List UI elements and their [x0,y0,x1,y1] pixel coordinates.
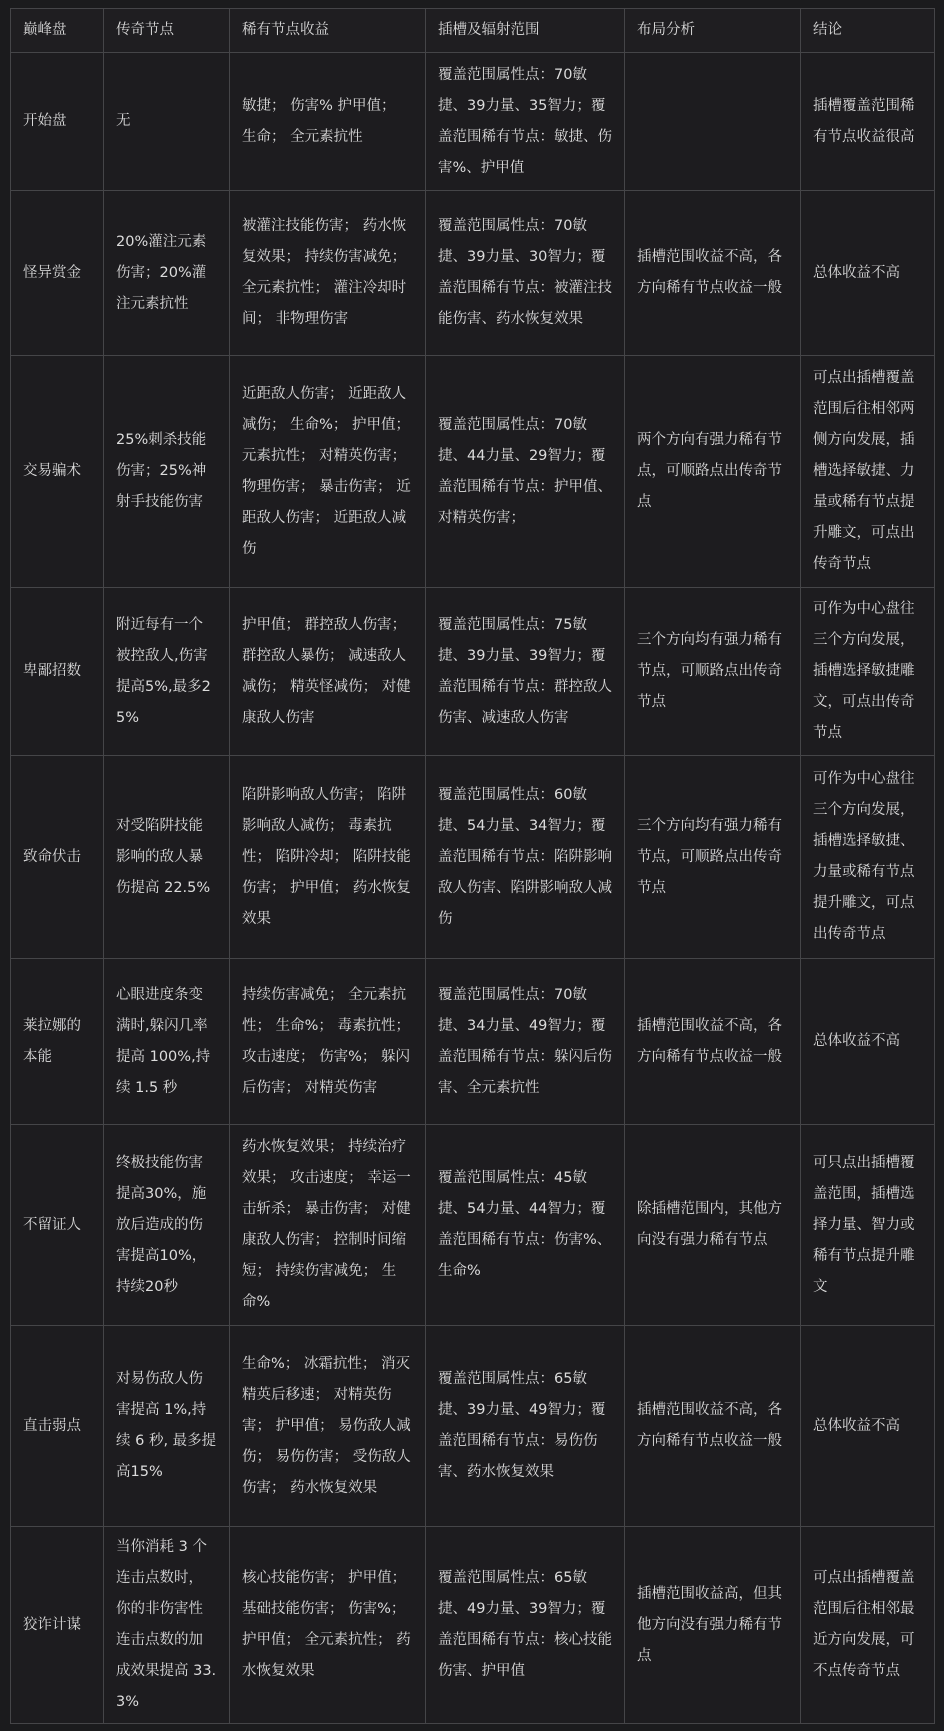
table-row [11,356,935,588]
table-row [11,756,935,959]
cell-conclusion: 可点出插槽覆盖范围后往相邻最近方向发展，可不点传奇节点 [801,1527,935,1724]
cell-layout-analysis [625,53,801,191]
paragon-board-table [10,8,935,1724]
cell-legendary-node: 附近每有一个被控敌人,伤害提高5%,最多25% [104,588,230,756]
cell-rare-node-benefit: 近距敌人伤害； 近距敌人减伤； 生命%； 护甲值； 元素抗性； 对精英伤害； 物理伤害； 暴击伤害； 近距敌人伤害； 近距敌人减伤 [230,356,426,588]
cell-legendary-node: 终极技能伤害提高30%，施放后造成的伤害提高10%，持续20秒 [104,1125,230,1326]
cell-rare-node-benefit: 护甲值； 群控敌人伤害； 群控敌人暴伤； 减速敌人减伤； 精英怪减伤； 对健康敌人伤害 [230,588,426,756]
cell-legendary-node: 25%刺杀技能伤害；25%神射手技能伤害 [104,356,230,588]
cell-board-name: 直击弱点 [11,1326,104,1527]
header-conclusion: 结论 [801,9,935,53]
table-row [11,53,935,191]
cell-conclusion: 总体收益不高 [801,1326,935,1527]
cell-legendary-node: 当你消耗 3 个连击点数时，你的非伤害性连击点数的加成效果提高 33. 3% [104,1527,230,1724]
cell-board-name: 致命伏击 [11,756,104,959]
cell-rare-node-benefit: 敏捷； 伤害% 护甲值； 生命； 全元素抗性 [230,53,426,191]
cell-rare-node-benefit: 持续伤害减免； 全元素抗性； 生命%； 毒素抗性； 攻击速度； 伤害%； 躲闪后伤害； 对精英伤害 [230,959,426,1125]
cell-layout-analysis: 除插槽范围内，其他方向没有强力稀有节点 [625,1125,801,1326]
cell-rare-node-benefit: 药水恢复效果； 持续治疗效果； 攻击速度； 幸运一击斩杀； 暴击伤害； 对健康敌人伤害； 控制时间缩短； 持续伤害减免； 生命% [230,1125,426,1326]
cell-layout-analysis: 插槽范围收益不高，各方向稀有节点收益一般 [625,959,801,1125]
table-row [11,1527,935,1724]
cell-board-name: 交易骗术 [11,356,104,588]
cell-socket-range: 覆盖范围属性点：70敏捷、44力量、29智力；覆盖范围稀有节点：护甲值、对精英伤害； [426,356,625,588]
cell-socket-range: 覆盖范围属性点：70敏捷、39力量、30智力；覆盖范围稀有节点：被灌注技能伤害、药水恢复效果 [426,191,625,356]
table-row [11,191,935,356]
cell-layout-analysis: 插槽范围收益不高，各方向稀有节点收益一般 [625,191,801,356]
table-row [11,1326,935,1527]
cell-layout-analysis: 三个方向均有强力稀有节点，可顺路点出传奇节点 [625,588,801,756]
cell-board-name: 开始盘 [11,53,104,191]
cell-conclusion: 可作为中心盘往三个方向发展，插槽选择敏捷、力量或稀有节点提升雕文，可点出传奇节点 [801,756,935,959]
cell-layout-analysis: 三个方向均有强力稀有节点，可顺路点出传奇节点 [625,756,801,959]
table-row [11,588,935,756]
header-board: 巅峰盘 [11,9,104,53]
cell-conclusion: 可作为中心盘往三个方向发展，插槽选择敏捷雕文，可点出传奇节点 [801,588,935,756]
cell-rare-node-benefit: 被灌注技能伤害； 药水恢复效果； 持续伤害减免； 全元素抗性； 灌注冷却时间； 非物理伤害 [230,191,426,356]
cell-legendary-node: 心眼进度条变满时,躲闪几率提高 100%,持续 1.5 秒 [104,959,230,1125]
cell-socket-range: 覆盖范围属性点：75敏捷、39力量、39智力；覆盖范围稀有节点：群控敌人伤害、减速敌人伤害 [426,588,625,756]
cell-socket-range: 覆盖范围属性点：70敏捷、39力量、35智力；覆盖范围稀有节点：敏捷、伤害%、护甲值 [426,53,625,191]
cell-legendary-node: 无 [104,53,230,191]
cell-layout-analysis: 插槽范围收益高，但其他方向没有强力稀有节点 [625,1527,801,1724]
header-row [11,9,935,53]
cell-layout-analysis: 插槽范围收益不高，各方向稀有节点收益一般 [625,1326,801,1527]
table-row [11,959,935,1125]
cell-socket-range: 覆盖范围属性点：60敏捷、54力量、34智力；覆盖范围稀有节点：陷阱影响敌人伤害、陷阱影响敌人减伤 [426,756,625,959]
cell-socket-range: 覆盖范围属性点：45敏捷、54力量、44智力；覆盖范围稀有节点：伤害%、生命% [426,1125,625,1326]
cell-legendary-node: 20%灌注元素伤害；20%灌注元素抗性 [104,191,230,356]
cell-socket-range: 覆盖范围属性点：65敏捷、49力量、39智力；覆盖范围稀有节点：核心技能伤害、护甲值 [426,1527,625,1724]
cell-board-name: 不留证人 [11,1125,104,1326]
table-row [11,1125,935,1326]
header-legendary-node: 传奇节点 [104,9,230,53]
header-socket-range: 插槽及辐射范围 [426,9,625,53]
cell-conclusion: 可点出插槽覆盖范围后往相邻两侧方向发展，插槽选择敏捷、力量或稀有节点提升雕文，可点出传奇节点 [801,356,935,588]
cell-legendary-node: 对受陷阱技能影响的敌人暴伤提高 22.5% [104,756,230,959]
cell-conclusion: 总体收益不高 [801,191,935,356]
cell-rare-node-benefit: 陷阱影响敌人伤害； 陷阱影响敌人减伤； 毒素抗性； 陷阱冷却； 陷阱技能伤害； 护甲值； 药水恢复效果 [230,756,426,959]
header-rare-node-benefit: 稀有节点收益 [230,9,426,53]
cell-board-name: 狡诈计谋 [11,1527,104,1724]
cell-conclusion: 插槽覆盖范围稀有节点收益很高 [801,53,935,191]
cell-conclusion: 总体收益不高 [801,959,935,1125]
cell-rare-node-benefit: 核心技能伤害； 护甲值； 基础技能伤害； 伤害%； 护甲值； 全元素抗性； 药水恢复效果 [230,1527,426,1724]
cell-layout-analysis: 两个方向有强力稀有节点，可顺路点出传奇节点 [625,356,801,588]
cell-board-name: 怪异赏金 [11,191,104,356]
cell-rare-node-benefit: 生命%； 冰霜抗性； 消灭精英后移速； 对精英伤害； 护甲值； 易伤敌人减伤； 易伤伤害； 受伤敌人伤害； 药水恢复效果 [230,1326,426,1527]
cell-socket-range: 覆盖范围属性点：65敏捷、39力量、49智力；覆盖范围稀有节点：易伤伤害、药水恢复效果 [426,1326,625,1527]
cell-board-name: 莱拉娜的本能 [11,959,104,1125]
header-layout-analysis: 布局分析 [625,9,801,53]
cell-legendary-node: 对易伤敌人伤害提高 1%,持续 6 秒, 最多提高15% [104,1326,230,1527]
cell-conclusion: 可只点出插槽覆盖范围，插槽选择力量、智力或稀有节点提升雕文 [801,1125,935,1326]
cell-board-name: 卑鄙招数 [11,588,104,756]
cell-socket-range: 覆盖范围属性点：70敏捷、34力量、49智力；覆盖范围稀有节点：躲闪后伤害、全元素抗性 [426,959,625,1125]
